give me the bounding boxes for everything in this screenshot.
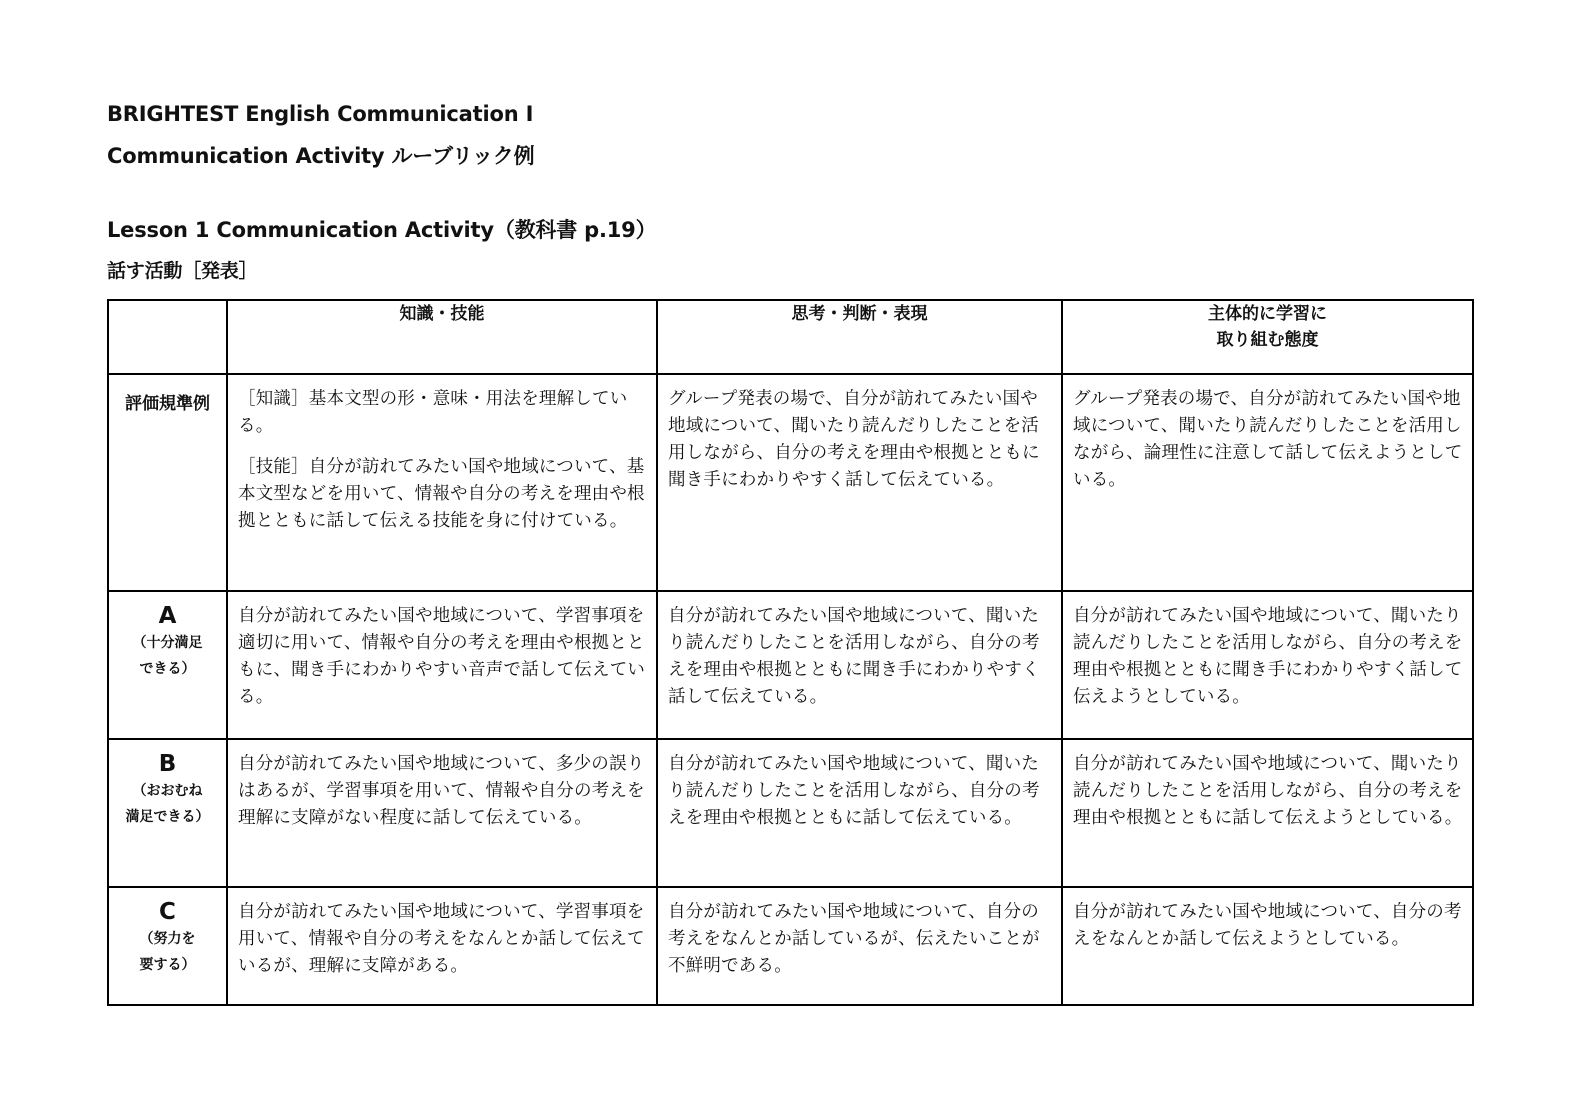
grade-b-thinking-text: 自分が訪れてみたい国や地域について、聞いたり読んだりしたことを活用しながら、自分の考えを理由や根拠とともに話して伝えている。 (668, 754, 1040, 828)
grade-c-knowledge-text: 自分が訪れてみたい国や地域について、学習事項を用いて、情報や自分の考えをなんとか話して伝えているが、理解に支障がある。 (238, 902, 645, 976)
grade-desc-line1: （努力を (139, 931, 196, 947)
table-row-criteria (108, 374, 1473, 591)
cell-criteria-attitude (1062, 374, 1473, 591)
grade-c-attitude-text: 自分が訪れてみたい国や地域について、自分の考えをなんとか話して伝えようとしている。 (1073, 902, 1462, 949)
grade-letter: A (158, 603, 177, 629)
table-header-row (108, 300, 1473, 374)
grade-b-attitude-text: 自分が訪れてみたい国や地域について、聞いたり読んだりしたことを活用しながら、自分の考えを理由や根拠とともに話して伝えようとしている。 (1073, 754, 1463, 828)
cell-a-knowledge (227, 591, 657, 739)
activity-type: 話す活動［発表］ (107, 260, 258, 282)
column-header-attitude-line1: 主体的に学習に (1208, 304, 1327, 324)
grade-letter: C (159, 899, 176, 925)
row-label-criteria (108, 374, 227, 591)
cell-b-knowledge (227, 739, 657, 887)
grade-desc-line2: できる） (139, 661, 196, 677)
cell-b-thinking (657, 739, 1062, 887)
criteria-label: 評価規準例 (125, 394, 210, 414)
grade-desc-line2: 要する） (139, 957, 196, 973)
cell-c-thinking (657, 887, 1062, 1005)
column-header-attitude-line2: 取り組む態度 (1216, 330, 1319, 350)
row-label-grade-a (108, 591, 227, 739)
row-label-grade-b (108, 739, 227, 887)
header-empty-cell (108, 300, 227, 374)
criteria-knowledge-text: ［知識］基本文型の形・意味・用法を理解している。 (238, 389, 628, 436)
cell-c-knowledge (227, 887, 657, 1005)
rubric-table (107, 299, 1474, 1006)
cell-b-attitude (1062, 739, 1473, 887)
cell-a-thinking (657, 591, 1062, 739)
table-row-grade-b (108, 739, 1473, 887)
grade-letter: B (158, 751, 177, 777)
cell-c-attitude (1062, 887, 1473, 1005)
grade-b-knowledge-text: 自分が訪れてみたい国や地域について、多少の誤りはあるが、学習事項を用いて、情報や自分の考えを理解に支障がない程度に話して伝えている。 (238, 754, 645, 828)
grade-c-thinking-text: 自分が訪れてみたい国や地域について、自分の考えをなんとか話しているが、伝えたいことが不鮮明である。 (668, 902, 1040, 976)
table-row-grade-a (108, 591, 1473, 739)
grade-desc-line1: （十分満足 (132, 635, 203, 651)
grade-a-knowledge-text: 自分が訪れてみたい国や地域について、学習事項を適切に用いて、情報や自分の考えを理由や根拠とともに、聞き手にわかりやすい音声で話して伝えている。 (238, 606, 646, 707)
grade-desc-line2: 満足できる） (125, 809, 210, 825)
grade-a-attitude-text: 自分が訪れてみたい国や地域について、聞いたり読んだりしたことを活用しながら、自分の考えを理由や根拠とともに聞き手にわかりやすく話して伝えようとしている。 (1073, 606, 1463, 707)
document-title-line2: Communication Activity ルーブリック例 (107, 144, 535, 168)
row-label-grade-c (108, 887, 227, 1005)
document-title-line1: BRIGHTEST English Communication I (107, 102, 534, 126)
column-header-attitude (1062, 300, 1473, 374)
grade-desc-line1: （おおむね (132, 783, 203, 799)
column-header-thinking: 思考・判断・表現 (657, 300, 1062, 374)
cell-criteria-knowledge (227, 374, 657, 591)
cell-a-attitude (1062, 591, 1473, 739)
table-row-grade-c (108, 887, 1473, 1005)
criteria-thinking-text: グループ発表の場で、自分が訪れてみたい国や地域について、聞いたり読んだりしたことを活用しながら、自分の考えを理由や根拠とともに聞き手にわかりやすく話して伝えている。 (668, 389, 1040, 490)
column-header-knowledge: 知識・技能 (227, 300, 657, 374)
criteria-skill-text: ［技能］自分が訪れてみたい国や地域について、基本文型などを用いて、情報や自分の考えを理由や根拠とともに話して伝える技能を身に付けている。 (238, 457, 645, 531)
criteria-attitude-text: グループ発表の場で、自分が訪れてみたい国や地域について、聞いたり読んだりしたことを活用しながら、論理性に注意して話して伝えようとしている。 (1073, 389, 1463, 490)
grade-a-thinking-text: 自分が訪れてみたい国や地域について、聞いたり読んだりしたことを活用しながら、自分の考えを理由や根拠とともに聞き手にわかりやすく話して伝えている。 (668, 606, 1040, 707)
cell-criteria-thinking (657, 374, 1062, 591)
lesson-title: Lesson 1 Communication Activity（教科書 p.19） (107, 218, 657, 242)
